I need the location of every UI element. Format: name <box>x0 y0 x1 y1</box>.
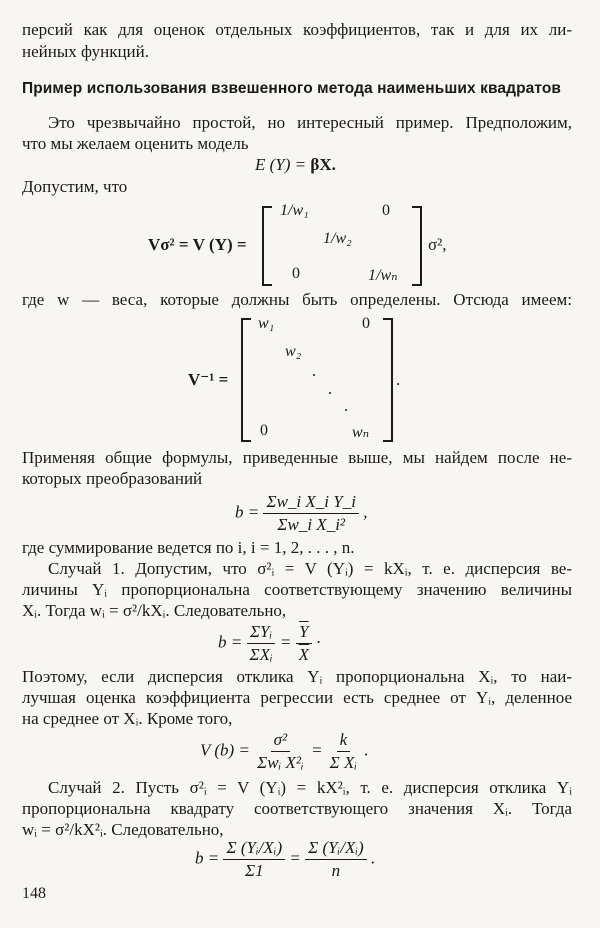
b2-denominator: Σ1 <box>244 861 264 880</box>
apply-line-1: Применяя общие формулы, приведенные выше, мы найдем после не- <box>22 448 572 467</box>
b-fraction <box>263 492 358 535</box>
vb-denominator: Σwᵢ X²ᵢ <box>257 753 304 772</box>
case2-line-1: Случай 2. Пусть σ²ᵢ = V (Yᵢ) = kX²ᵢ, т. е. дисперсия отклика Yᵢ <box>48 778 572 797</box>
vb-formula: V (b) = $\frac{\text{σ²}}{\text{Σwᵢ X²ᵢ}}$ = $\frac{k}{\text{Σ Xᵢ}}$ . <box>200 730 369 772</box>
b2-numerator: Σ (Yᵢ/Xᵢ) <box>223 838 285 860</box>
vb-numerator-2: k <box>337 730 351 752</box>
b2-fraction-2 <box>305 838 367 881</box>
intro-line-1: персий как для оценок отдельных коэффициентов, так и для их ли- <box>22 20 572 39</box>
vb-denominator-2: Σ Xᵢ <box>329 753 358 772</box>
b1-numerator-2: $\overline{Y}$ <box>296 622 311 644</box>
intro-line-2: нейных функций. <box>22 42 150 61</box>
vinv-matrix-dot: . <box>396 370 401 389</box>
b-lhs: b = <box>235 502 260 522</box>
b-denominator: Σw_i X_i² <box>277 515 346 534</box>
v-matrix-left-bracket <box>262 206 272 286</box>
v-matrix-lhs: Vσ² = V (Y) = <box>148 235 247 254</box>
vinv-matrix-right-bracket <box>383 318 393 442</box>
therefore-line-3: на среднее от Xᵢ. Кроме того, <box>22 709 233 728</box>
case1-line-2: личины Yᵢ пропорциональна соответствующему значению величины <box>22 580 572 599</box>
therefore-line-2: лучшая оценка коэффициента регрессии есть среднее от Yᵢ, деленное <box>22 688 572 707</box>
model-formula <box>255 155 336 175</box>
b2-fraction <box>223 838 285 881</box>
v-matrix-w1: 1/w₁ <box>280 202 309 219</box>
vinv-matrix-w1: w₁ <box>258 315 275 332</box>
vinv-matrix-dot-2 <box>329 392 331 394</box>
assume-line: Допустим, что <box>22 177 128 196</box>
b1-denominator: ΣXᵢ <box>249 645 273 664</box>
v-matrix-wn: 1/wₙ <box>368 267 398 284</box>
v-matrix-right-bracket <box>412 206 422 286</box>
vb-numerator: σ² <box>271 730 290 752</box>
case2-line-3: wᵢ = σ²/kX²ᵢ. Следовательно, <box>22 820 224 839</box>
section-heading: Пример использования взвешенного метода наименьших квадратов <box>22 80 562 97</box>
b2-denominator-2: n <box>331 861 341 880</box>
vinv-matrix-wn: wₙ <box>352 424 370 441</box>
b-numerator: Σw_i X_i Y_i <box>263 492 358 514</box>
b1-fraction <box>246 622 275 665</box>
vinv-matrix-dot-1 <box>313 374 315 376</box>
vb-lhs: V (b) = <box>200 740 250 760</box>
b2-lhs: b = <box>195 848 220 868</box>
b1-fraction-2 <box>296 622 312 665</box>
sum-over-line: где суммирование ведется по i, i = 1, 2, . . . , n. <box>22 538 355 557</box>
v-matrix-zero-bottom: 0 <box>292 265 300 282</box>
vinv-matrix-zero-bottom: 0 <box>260 422 268 439</box>
b2-numerator-2: Σ (Yᵢ/Xᵢ) <box>305 838 367 860</box>
vinv-matrix-lhs: V⁻¹ = <box>188 370 229 389</box>
where-w-line: где w — веса, которые должны быть определены. Отсюда имеем: <box>22 290 572 309</box>
model-rhs: βX. <box>310 155 336 174</box>
vinv-matrix-dot-3 <box>345 409 347 411</box>
b-formula <box>235 492 367 535</box>
vinv-matrix-left-bracket <box>241 318 251 442</box>
b1-numerator: ΣYᵢ <box>247 622 275 644</box>
vb-fraction <box>254 730 307 773</box>
p1-line-2: что мы желаем оценить модель <box>22 134 249 153</box>
v-matrix-sigma: σ², <box>428 235 447 254</box>
case2-line-2: пропорциональна квадрату соответствующего значения Xᵢ. Тогда <box>22 799 572 818</box>
vinv-matrix-w2: w₂ <box>285 343 302 360</box>
b2-formula: b = $\frac{\text{Σ (Yᵢ/Xᵢ)}}{\Sigma 1}$ = $\frac{\text{Σ (Yᵢ/Xᵢ)}}{n}$ . <box>195 838 376 880</box>
v-matrix-zero-top: 0 <box>382 202 390 219</box>
v-matrix-w2: 1/w₂ <box>323 230 352 247</box>
model-lhs: E (Y) = <box>255 155 311 174</box>
b1-lhs: b = <box>218 632 243 652</box>
b1-formula: b = $\frac{\text{ΣYᵢ}}{\text{ΣXᵢ}}$ = $\frac{\overline{Y}}{X}$ · <box>218 622 321 664</box>
p1-line-1: Это чрезвычайно простой, но интересный пример. Предположим, <box>48 113 572 132</box>
page-number: 148 <box>22 885 46 902</box>
b1-denominator-2: X <box>298 645 310 664</box>
vb-fraction-2 <box>327 730 360 773</box>
vinv-matrix-zero-top: 0 <box>362 315 370 332</box>
case1-line-3: Xᵢ. Тогда wᵢ = σ²/kXᵢ. Следовательно, <box>22 601 287 620</box>
b-tail: , <box>363 502 368 522</box>
apply-line-2: которых преобразований <box>22 469 203 488</box>
therefore-line-1: Поэтому, если дисперсия отклика Yᵢ пропорциональна Xᵢ, то наи- <box>22 667 572 686</box>
case1-line-1: Случай 1. Допустим, что σ²ᵢ = V (Yᵢ) = kXᵢ, т. е. дисперсия ве- <box>48 559 572 578</box>
